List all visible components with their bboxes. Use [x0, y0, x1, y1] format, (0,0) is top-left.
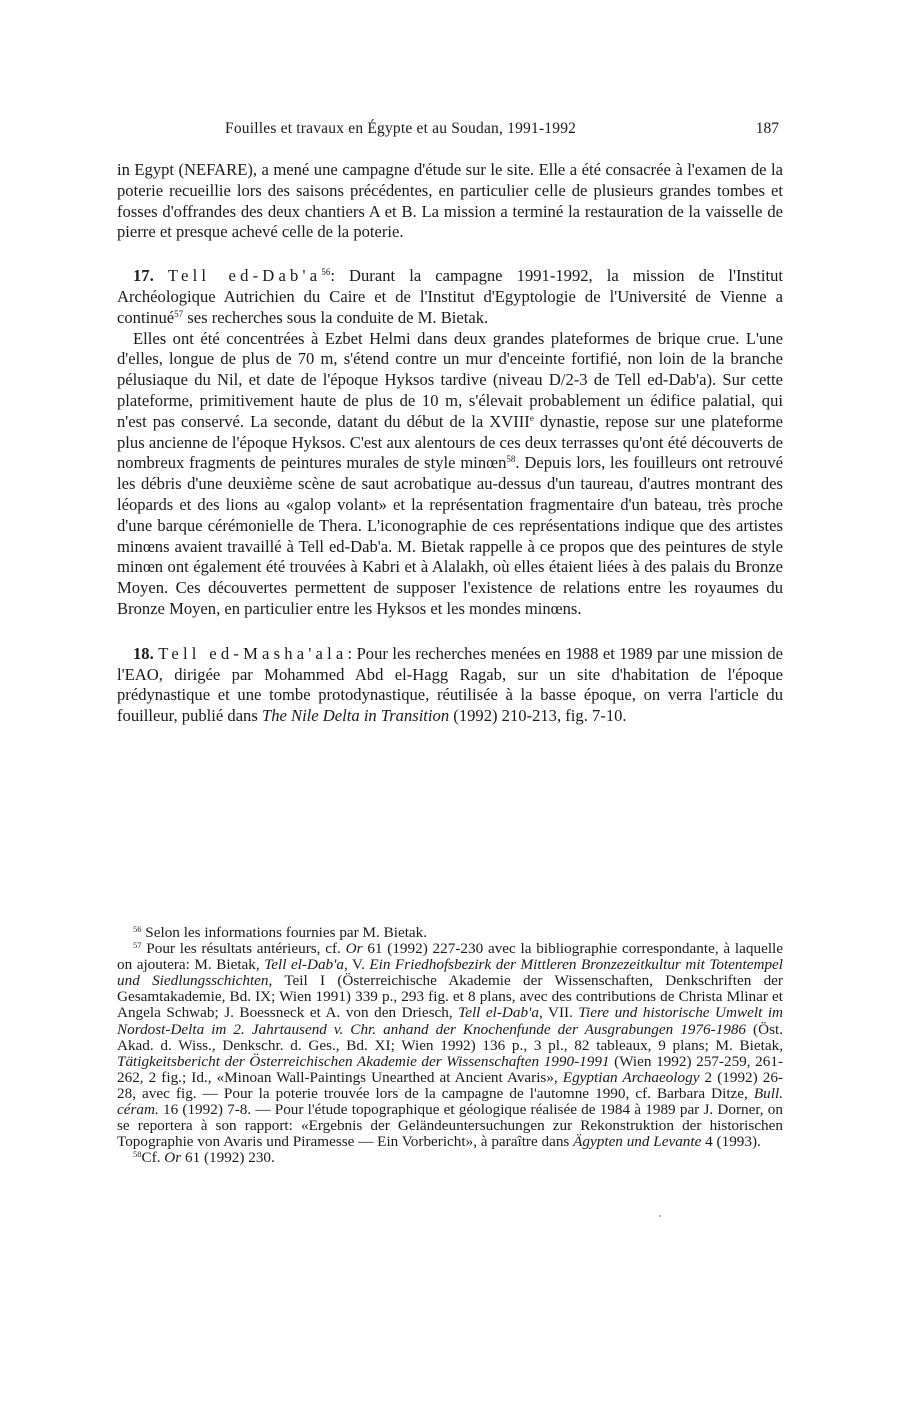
footnote-56: $^{56}$ Selon les informations fournies par M. Bietak.: [133, 924, 428, 941]
section-17-lead: 17. Tell $ed-Dab'a^{56}$: Durant la campagne 1991-1992, la mission de l'Institut Archéologique Autrichien du Caire et de l'Institut d'Egyptologie de l'Université de Vienne a continué$^{57}$ ses recherches sous la conduite de M. Bietak.: [117, 266, 783, 327]
site-name: Tell ed-Dab'a: [167, 266, 322, 286]
body-text: [117, 160, 783, 727]
footnote-ref[interactable]: 56: [321, 267, 331, 278]
section-18: 18. Tell ed-Masha'ala: Pour les recherches menées en 1988 et 1989 par une mission de l'EAO, dirigée par Mohammed Abd el-Hagg Ragab, sur un site d'habitation de l'époque prédynastique et une tombe protodynastique, réutilisée à la basse époque, on verra l'article du fouilleur, publié dans The Nile Delta in Transition (1992) 210-213, fig. 7-10.: [117, 643, 783, 726]
footnote-ref[interactable]: 57: [174, 308, 184, 319]
footnote-ref[interactable]: 58: [506, 454, 516, 465]
running-head: [117, 120, 783, 142]
page-number: 187: [755, 120, 779, 137]
footnote-57: $^{57}$ Pour les résultats antérieurs, cf. Or 61 (1992) 227-230 avec la bibliographie correspondante, à laquelle on ajoutera: M. Bietak, Tell el-Dab'a, V. Ein Friedhofsbezirk der Mittleren Bronzezeitkultur mit Totentempel und Siedlungsschichten, Teil I (Österreichische Akademie der Wissenschaften, Denkschriften der Gesamtakademie, Bd. IX; Wien 1991) 339 p., 293 fig. et 8 plans, avec des contributions de Christa Mlinar et Angela Schwab; J. Boessneck et A. von den Driesch, Tell el-Dab'a, VII. Tiere und historische Umwelt im Nordost-Delta im 2. Jahrtausend v. Chr. anhand der Knochenfunde der Ausgrabungen 1976-1986 (Öst. Akad. d. Wiss., Denkschr. d. Ges., Bd. XI; Wien 1992) 136 p., 3 pl., 82 tableaux, 9 plans; M. Bietak, Tätigkeitsbericht der Österreichischen Akademie der Wissenschaften 1990-1991 (Wien 1992) 257-259, 261-262, 2 fig.; Id., «Minoan Wall-Paintings Unearthed at Ancient Avaris», Egyptian Archaeology 2 (1992) 26-28, avec fig. — Pour la poterie trouvée lors de la campagne de l'automne 1990, cf. Barbara Ditze, Bull. céram. 16 (1992) 7-8. — Pour l'étude topographique et géologique réalisée de 1984 à 1989 par J. Dorner, on se reportera à son rapport: «Ergebnis der Geländeuntersuchungen zur Rekonstruktion der historischen Topographie von Avaris und Piramesse — Ein Vorbericht», à paraître dans Ägypten und Levante 4 (1993).: [117, 940, 784, 1151]
section-number: 17.: [133, 266, 154, 286]
running-title: Fouilles et travaux en Égypte et au Soudan, 1991-1992: [225, 120, 577, 137]
publication-title: The Nile Delta in Transition: [261, 706, 450, 726]
footnote-58: $^{58}$Cf. Or 61 (1992) 230.: [133, 1149, 275, 1167]
footnotes: [117, 925, 783, 1166]
section-number: 18.: [133, 643, 154, 663]
paragraph: Elles ont été concentrées à Ezbet Helmi dans deux grandes plateformes de brique crue. L'une d'elles, longue de plus de 70 m, s'étend contre un mur d'enceinte fortifié, non loin de la branche pélusiaque du Nil, et date de l'époque Hyksos tardive (niveau D/2-3 de Tell ed-Dab'a). Sur cette plateforme, primitivement haute de plus de 10 m, s'élevait probablement un édifice palatial, qui n'est pas conservé. La seconde, datant du début de la XVIIIe dynastie, repose sur une plateforme plus ancienne de l'époque Hyksos. C'est aux alentours de ces deux terrasses qu'ont été découverts de nombreux fragments de peintures murales de style minœn$^{58}$. Depuis lors, les fouilleurs ont retrouvé les débris d'une deuxième scène de saut acrobatique au-dessus d'un taureau, d'autres montrant des léopards et des lions au «galop volant» et la représentation fragmentaire d'un bateau, très proche d'une barque cérémonielle de Thera. L'iconographie de ces représentations indique que des artistes minœns avaient travaillé à Tell ed-Dab'a. M. Bietak rappelle à ce propos que des peintures de style minœn ont également été trouvées à Kabri et à Alalakh, où elles étaient liées à des palais du Bronze Moyen. Ces découvertes permettent de supposer l'existence de relations entre les royaumes du Bronze Moyen, en particulier entre les Hyksos et les mondes minœns.: [117, 328, 783, 618]
site-name: Tell ed-Masha'ala: [158, 643, 348, 663]
paragraph: in Egypt (NEFARE), a mené une campagne d'étude sur le site. Elle a été consacrée à l'examen de la poterie recueillie lors des saisons précédentes, en particulier celle de plusieurs grandes tombes et fosses d'offrandes des deux chantiers A et B. La mission a terminé la restauration de la vaisselle de pierre et presque achevé celle de la poterie.: [117, 160, 783, 242]
scan-speck: [659, 1215, 661, 1217]
